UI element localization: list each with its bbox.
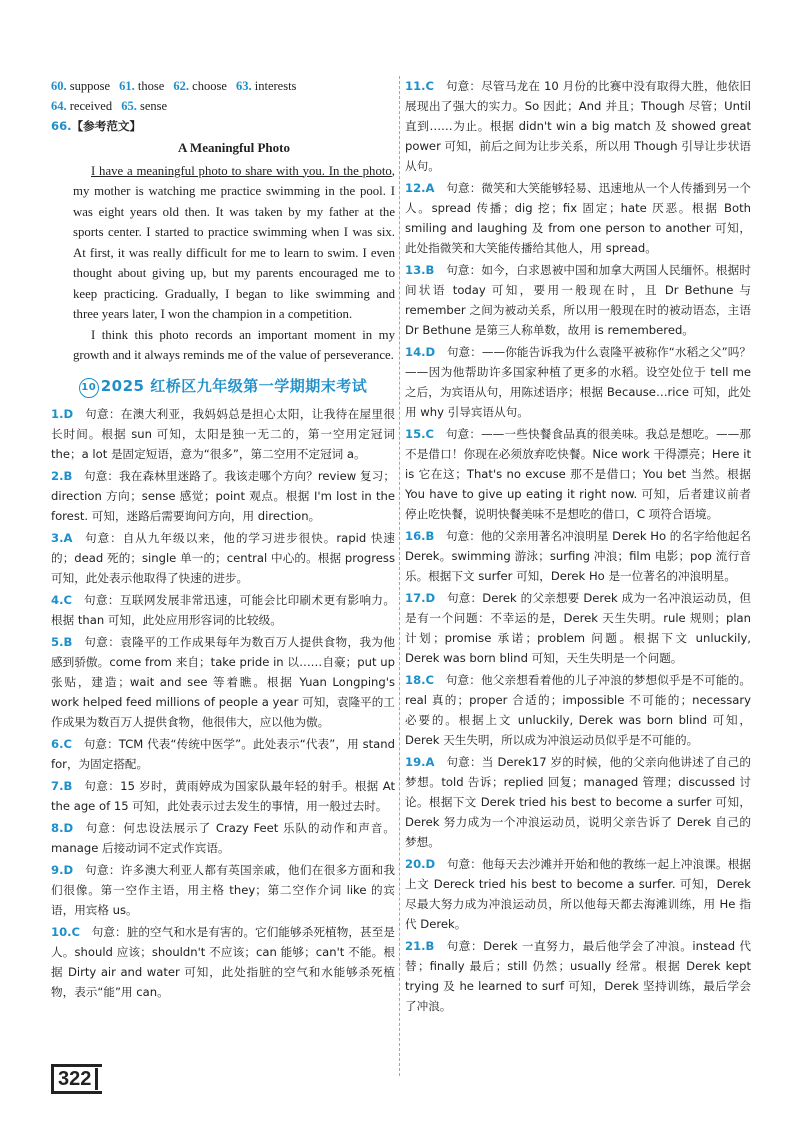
- answer-item: [405, 588, 751, 668]
- answer-number: 61.: [119, 79, 135, 93]
- section-title: [51, 376, 395, 398]
- item-explanation: 句意：在澳大利亚，我妈妈总是担心太阳，让我待在屋里很长时间。根据 sun 可知，太阳是独一无二的，第一空用定冠词 the；a lot 是固定短语，意为“很多”，第二空用不定冠词 a。: [51, 406, 395, 461]
- item-answer-letter: D: [63, 862, 74, 877]
- item-explanation: 句意：TCM 代表“传统中医学”。此处表示“代表”，用 stand for，为固定搭配。: [51, 736, 395, 771]
- item-explanation: 句意：如今，白求恩被中国和加拿大两国人民缅怀。根据时间状语 today 可知，要用一般现在时，且 Dr Bethune 与 remember 之间为被动关系，所以用一般现在时的被动语态，主语 Dr Bethune 是第三人称单数，故用 is remembered。: [405, 263, 751, 337]
- page-number: [51, 1064, 102, 1094]
- item-number: 10.: [51, 924, 72, 939]
- item-answer-letter: C: [425, 427, 435, 441]
- item-explanation: 句意：袁隆平的工作成果每年为数百万人提供食物，我为他感到骄傲。come from 来自；take pride in 以……自豪；put up 张贴，建造；wait and see 等着瞧。根据 Yuan Longping's work helped feed millions of people a year 可知，袁隆平的工作成果为数百万人提供食物，他很伟大，应以他为傲。: [51, 634, 395, 729]
- item-number: 13.: [405, 263, 426, 277]
- answer-number: 60.: [51, 79, 67, 93]
- essay-paragraph-2: I think this photo records an important moment in my growth and it always reminds me of the value of perseverance.: [73, 327, 395, 362]
- essay-title: A Meaningful Photo: [178, 140, 290, 155]
- item-number: 2.: [51, 468, 64, 483]
- column-divider: [399, 76, 400, 1076]
- answer-word: sense: [139, 99, 168, 113]
- answers-row-1: [51, 76, 395, 96]
- item-answer-letter: B: [425, 529, 435, 543]
- answer-word: interests: [254, 79, 297, 93]
- item-number: 7.: [51, 778, 64, 793]
- item-explanation: 句意：——你能告诉我为什么袁隆平被称作“水稻之父”吗？——因为他帮助许多国家种植了更多的水稻。设空处位于 tell me 之后，为宾语从句，用陈述语序；根据 Because…rice 可知，此处用 why 引导宾语从句。: [405, 345, 751, 419]
- item-answer-letter: C: [63, 592, 72, 607]
- item-number: 15.: [405, 427, 426, 441]
- essay-paragraph-1: , my mother is watching me practice swimming in the pool. I was eight years old then. It was taken by my father at the sports center. I started to practice swimming when I was six. At first, it was really difficult for me to learn to swim. I even thought about giving up, but my parents encouraged me to keep practicing. Gradually, I began to like swimming and three years later, I won the champion in a competition.: [73, 163, 395, 321]
- essay-header: [51, 116, 395, 136]
- item-explanation: 句意：我在森林里迷路了。我该走哪个方向？review 复习；direction 方向；sense 感觉；point 观点。根据 I'm lost in the forest. 可知，迷路后需要询问方向，用 direction。: [51, 468, 395, 523]
- item-number: 6.: [51, 736, 64, 751]
- item-explanation: 句意：自从九年级以来，他的学习进步很快。rapid 快速的；dead 死的；single 单一的；central 中心的。根据 progress 可知，此处表示他取得了快速的进步。: [51, 530, 395, 585]
- answer-item: [405, 424, 751, 524]
- answer-item: [51, 590, 395, 630]
- answer-item: [51, 860, 395, 920]
- essay-underlined-opening: I have a meaningful photo to share with you. In the photo: [91, 163, 392, 178]
- answer-number: 65.: [121, 99, 137, 113]
- item-number: 9.: [51, 862, 64, 877]
- item-explanation: 句意：当 Derek17 岁的时候，他的父亲向他讲述了自己的梦想。told 告诉；replied 回复；managed 管理；discussed 讨论。根据下文 Derek tried his best to become a surfer 可知，Derek 努力成为一个冲浪运动员，说明父亲告诉了 Derek 自己的梦想。: [405, 755, 751, 849]
- answer-word: received: [69, 99, 113, 113]
- item-answer-letter: B: [425, 939, 435, 953]
- item-number: 1.: [51, 406, 64, 421]
- answer-item: [51, 776, 395, 816]
- answer-word: choose: [192, 79, 227, 93]
- answer-item: [51, 466, 395, 526]
- answer-item: [51, 734, 395, 774]
- item-explanation: 句意：——一些快餐食品真的很美味。我总是想吃。——那不是借口！你现在必须放弃吃快餐。Nice work 干得漂亮；Here it is 它在这；That's no excuse 那不是借口；You bet 当然。根据 You have to give up eating it right now. 可知，后者建议前者停止吃快餐，说明快餐美味不是想吃的借口，C 项符合语境。: [405, 427, 751, 521]
- item-explanation: 句意：脏的空气和水是有害的。它们能够杀死植物，甚至是人。should 应该；shouldn't 不应该；can 能够；can't 不能。根据 Dirty air and water 可知，此处指脏的空气和水能够杀死植物，表示“能”用 can。: [51, 924, 395, 999]
- item-number: 8.: [51, 820, 64, 835]
- section-number-circle: 10: [79, 378, 99, 398]
- item-explanation: 句意：他父亲想看着他的儿子冲浪的梦想似乎是不可能的。real 真的；proper 合适的；impossible 不可能的；necessary 必要的。根据上文 unluckily, Derek was born blind 可知，Derek 天生失明，所以成为冲浪运动员似乎是不可能的。: [405, 673, 751, 747]
- item-number: 3.: [51, 530, 64, 545]
- answer-item: [405, 342, 751, 422]
- item-answer-letter: C: [71, 924, 81, 939]
- answer-item: [51, 922, 395, 1002]
- item-explanation: 句意：互联网发展非常迅速，可能会比印刷术更有影响力。根据 than 可知，此处应用形容词的比较级。: [51, 592, 395, 627]
- answer-number: 63.: [236, 79, 252, 93]
- item-number: 18.: [405, 673, 426, 687]
- item-answer-letter: C: [425, 673, 435, 687]
- item-explanation: 句意：何忠设法展示了 Crazy Feet 乐队的动作和声音。manage 后接动词不定式作宾语。: [51, 820, 395, 855]
- item-explanation: 句意：尽管马龙在 10 月份的比赛中没有取得大胜，他依旧展现出了强大的实力。So 因此；And 并且；Though 尽管；Until 直到……为止。根据 didn't win a big match 及 showed great power 可知，前后之间为让步关系，所以用 Though 引导让步状语从句。: [405, 79, 751, 173]
- answer-item: [51, 404, 395, 464]
- item-answer-letter: D: [63, 406, 74, 421]
- item-answer-letter: B: [63, 468, 73, 483]
- section-title-text: 2025 红桥区九年级第一学期期末考试: [100, 376, 368, 395]
- item-number: 5.: [51, 634, 64, 649]
- item-answer-letter: D: [425, 857, 436, 871]
- item-number: 17.: [405, 591, 426, 605]
- answer-item: [51, 528, 395, 588]
- answer-item: [405, 526, 751, 586]
- answer-item: [405, 670, 751, 750]
- essay-number: 66.: [51, 119, 72, 133]
- item-number: 14.: [405, 345, 426, 359]
- item-explanation: 句意：他的父亲用著名冲浪明星 Derek Ho 的名字给他起名 Derek。swimming 游泳；surfing 冲浪；film 电影；pop 流行音乐。根据下文 surfer 可知，Derek Ho 是一位著名的冲浪明星。: [405, 529, 751, 583]
- item-answer-letter: B: [63, 778, 73, 793]
- item-explanation: 句意：他每天去沙滩并开始和他的教练一起上冲浪课。根据上文 Dereck tried his best to become a surfer. 可知，Derek 尽最大努力成为冲浪运动员，所以他每天都去海滩训练，用 He 指代 Derek。: [405, 857, 751, 931]
- answer-item: [405, 178, 751, 258]
- essay-body: [51, 138, 395, 366]
- item-explanation: 句意：15 岁时，黄雨婷成为国家队最年轻的射手。根据 At the age of 15 可知，此处表示过去发生的事情，用一般过去时。: [51, 778, 395, 813]
- answer-item: [405, 260, 751, 340]
- item-answer-letter: A: [63, 530, 73, 545]
- item-number: 11.: [405, 79, 426, 93]
- item-answer-letter: C: [425, 79, 435, 93]
- item-answer-letter: A: [425, 755, 435, 769]
- item-number: 20.: [405, 857, 426, 871]
- answer-word: suppose: [69, 79, 111, 93]
- item-answer-letter: D: [63, 820, 74, 835]
- item-answer-letter: C: [63, 736, 72, 751]
- right-items-list: [405, 76, 751, 1016]
- item-number: 4.: [51, 592, 64, 607]
- item-answer-letter: B: [425, 263, 435, 277]
- page-number-text: 322: [58, 1068, 92, 1090]
- answer-item: [405, 752, 751, 852]
- item-explanation: 句意：Derek 一直努力，最后他学会了冲浪。instead 代替；finally 最后；still 仍然；usually 经常。根据 Derek kept trying 及 he learned to surf 可知，Derek 坚持训练，最后学会了冲浪。: [405, 939, 751, 1013]
- item-answer-letter: A: [425, 181, 435, 195]
- item-explanation: 句意：微笑和大笑能够轻易、迅速地从一个人传播到另一个人。spread 传播；dig 挖；fix 固定；hate 厌恶。根据 Both smiling and laughing 及 from one person to another 可知，此处指微笑和大笑能传播给其他人，用 spread。: [405, 181, 751, 255]
- answer-number: 64.: [51, 99, 67, 113]
- item-answer-letter: B: [63, 634, 73, 649]
- left-items-list: [51, 404, 395, 1002]
- answer-item: [405, 854, 751, 934]
- answer-number: 62.: [173, 79, 190, 93]
- answer-word: those: [137, 79, 165, 93]
- item-number: 12.: [405, 181, 426, 195]
- item-answer-letter: D: [425, 591, 436, 605]
- answer-item: [405, 936, 751, 1016]
- item-answer-letter: D: [425, 345, 436, 359]
- item-explanation: 句意：Derek 的父亲想要 Derek 成为一名冲浪运动员，但是有一个问题：不幸运的是，Derek 天生失明。rule 规则；plan 计划；promise 承诺；problem 问题。根据下文 unluckily, Derek was born blind 可知，天生失明是一个问题。: [405, 591, 751, 665]
- left-column: [51, 76, 395, 1004]
- item-number: 21.: [405, 939, 426, 953]
- item-number: 19.: [405, 755, 426, 769]
- essay-label: 【参考范文】: [71, 119, 142, 133]
- item-explanation: 句意：许多澳大利亚人都有英国亲戚，他们在很多方面和我们很像。第一空作主语，用主格 they；第二空作介词 like 的宾语，用宾格 us。: [51, 862, 395, 917]
- answer-item: [405, 76, 751, 176]
- answer-item: [51, 818, 395, 858]
- item-number: 16.: [405, 529, 426, 543]
- answers-row-2: [51, 96, 395, 116]
- right-column: [405, 76, 751, 1018]
- answer-item: [51, 632, 395, 732]
